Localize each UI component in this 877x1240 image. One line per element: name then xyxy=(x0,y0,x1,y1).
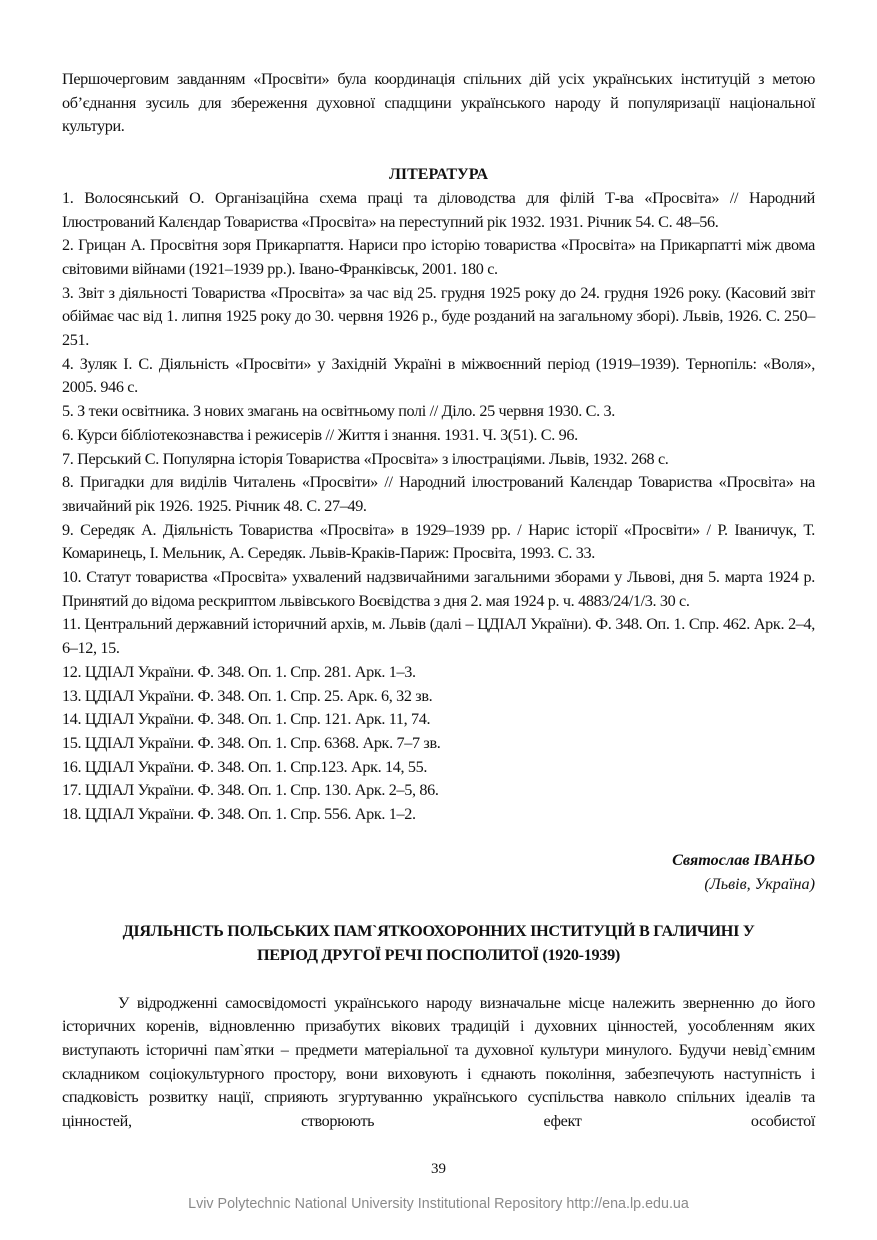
reference-item: 8. Пригадки для виділів Читалень «Просвіти» // Народний ілюстрований Калєндар Товариства «Просвіта» на звичайний рік 1926. 1925. Річник 48. С. 27–49. xyxy=(62,473,815,515)
intro-paragraph: Першочерговим завданням «Просвіти» була координація спільних дій усіх українських інституцій з метою об’єднання зусиль для збереження духовної спадщини українського народу й популяризації національної культури. xyxy=(62,70,815,136)
reference-item: 13. ЦДІАЛ України. Ф. 348. Оп. 1. Спр. 25. Арк. 6, 32 зв. xyxy=(62,686,433,705)
reference-item: 6. Курси бібліотекознавства і режисерів // Життя і знання. 1931. Ч. 3(51). С. 96. xyxy=(62,425,578,444)
article-title-line-2: ПЕРІОД ДРУГОЇ РЕЧІ ПОСПОЛИТОЇ (1920-1939) xyxy=(256,945,621,964)
reference-item: 2. Грицан А. Просвітня зоря Прикарпаття. Нариси про історію товариства «Просвіта» на Прикарпатті між двома світовими війнами (1921–1939 рр.). Івано-Франківськ, 2001. 180 с. xyxy=(62,236,815,278)
reference-item: 3. Звіт з діяльності Товариства «Просвіта» за час від 25. грудня 1925 року до 24. грудня 1926 року. (Касовий звіт обіймає час від 1. липня 1925 року до 30. червня 1926 р., буде розданий на загальному зборі). Львів, 1926. С. 250–251. xyxy=(62,283,815,350)
article-first-paragraph: У відродженні самосвідомості українського народу визначальне місце належить зверненню до його історичних коренів, відновленню призабутих вікових традицій і духовних цінностей, уособленням яких виступають історичні пам`ятки – предмети матеріальної та духовної культури минулого. Будучи невід`ємним складником соціокультурного простору, вони виховують і єднають покоління, забезпечують наступність і спадковість розвитку нації, сприяють згуртуванню українського суспільства навколо спільних ідеалів та цінностей, створюють ефект особистої xyxy=(62,993,815,1131)
reference-item: 16. ЦДІАЛ України. Ф. 348. Оп. 1. Спр.123. Арк. 14, 55. xyxy=(62,757,428,776)
reference-item: 4. Зуляк І. С. Діяльність «Просвіти» у Західній Україні в міжвоєнний період (1919–1939). Тернопіль: «Воля», 2005. 946 с. xyxy=(62,354,815,397)
author-location: (Львів, Україна) xyxy=(704,874,815,893)
reference-item: 1. Волосянський О. Організаційна схема праці та діловодства для філій Т-ва «Просвіта» // Народний Ілюстрований Калєндар Товариства «Просвіта» на переступний рік 1932. 1931. Річник 54. С. 48–56. xyxy=(62,188,815,231)
reference-item: 18. ЦДІАЛ України. Ф. 348. Оп. 1. Спр. 556. Арк. 1–2. xyxy=(62,805,416,824)
reference-list xyxy=(62,187,815,827)
literature-heading: ЛІТЕРАТУРА xyxy=(388,166,489,184)
reference-item: 7. Перський С. Популярна історія Товариства «Просвіта» з ілюстраціями. Львів, 1932. 268 с. xyxy=(62,449,669,468)
reference-item: 5. З теки освітника. З нових змагань на освітньому полі // Діло. 25 червня 1930. С. 3. xyxy=(62,402,615,421)
reference-item: 14. ЦДІАЛ України. Ф. 348. Оп. 1. Спр. 121. Арк. 11, 74. xyxy=(62,710,431,729)
author-name: Святослав ІВАНЬО xyxy=(672,850,815,869)
reference-item: 10. Статут товариства «Просвіта» ухвалений надзвичайними загальними зборами у Львові, дня 5. марта 1924 р. Принятий до відома рескриптом львівського Воєвідства з дня 2. мая 1924 р. ч. 4883/24/1/3. 30 с. xyxy=(62,568,815,610)
reference-item: 17. ЦДІАЛ України. Ф. 348. Оп. 1. Спр. 130. Арк. 2–5, 86. xyxy=(62,781,439,800)
repository-footer: Lviv Polytechnic National University Institutional Repository http://ena.lp.edu.ua xyxy=(188,1196,689,1212)
author-block xyxy=(62,849,815,896)
reference-item: 9. Середяк А. Діяльність Товариства «Просвіта» в 1929–1939 рр. / Нарис історії «Просвіти» / Р. Іваничук, Т. Комаринець, І. Мельник, А. Середяк. Львів-Краків-Париж: Просвіта, 1993. С. 33. xyxy=(62,520,815,563)
article-title xyxy=(62,920,815,967)
page-number: 39 xyxy=(431,1161,446,1177)
article-title-line-1: ДІЯЛЬНІСТЬ ПОЛЬСЬКИХ ПАМ`ЯТКООХОРОННИХ ІНСТИТУЦІЙ В ГАЛИЧИНІ У xyxy=(122,922,755,941)
reference-item: 15. ЦДІАЛ України. Ф. 348. Оп. 1. Спр. 6368. Арк. 7–7 зв. xyxy=(62,733,441,752)
reference-item: 11. Центральний державний історичний архів, м. Львів (далі – ЦДІАЛ України). Ф. 348. Оп. 1. Спр. 462. Арк. 2–4, 6–12, 15. xyxy=(62,615,815,658)
document-page xyxy=(62,68,815,1134)
reference-item: 12. ЦДІАЛ України. Ф. 348. Оп. 1. Спр. 281. Арк. 1–3. xyxy=(62,662,416,681)
